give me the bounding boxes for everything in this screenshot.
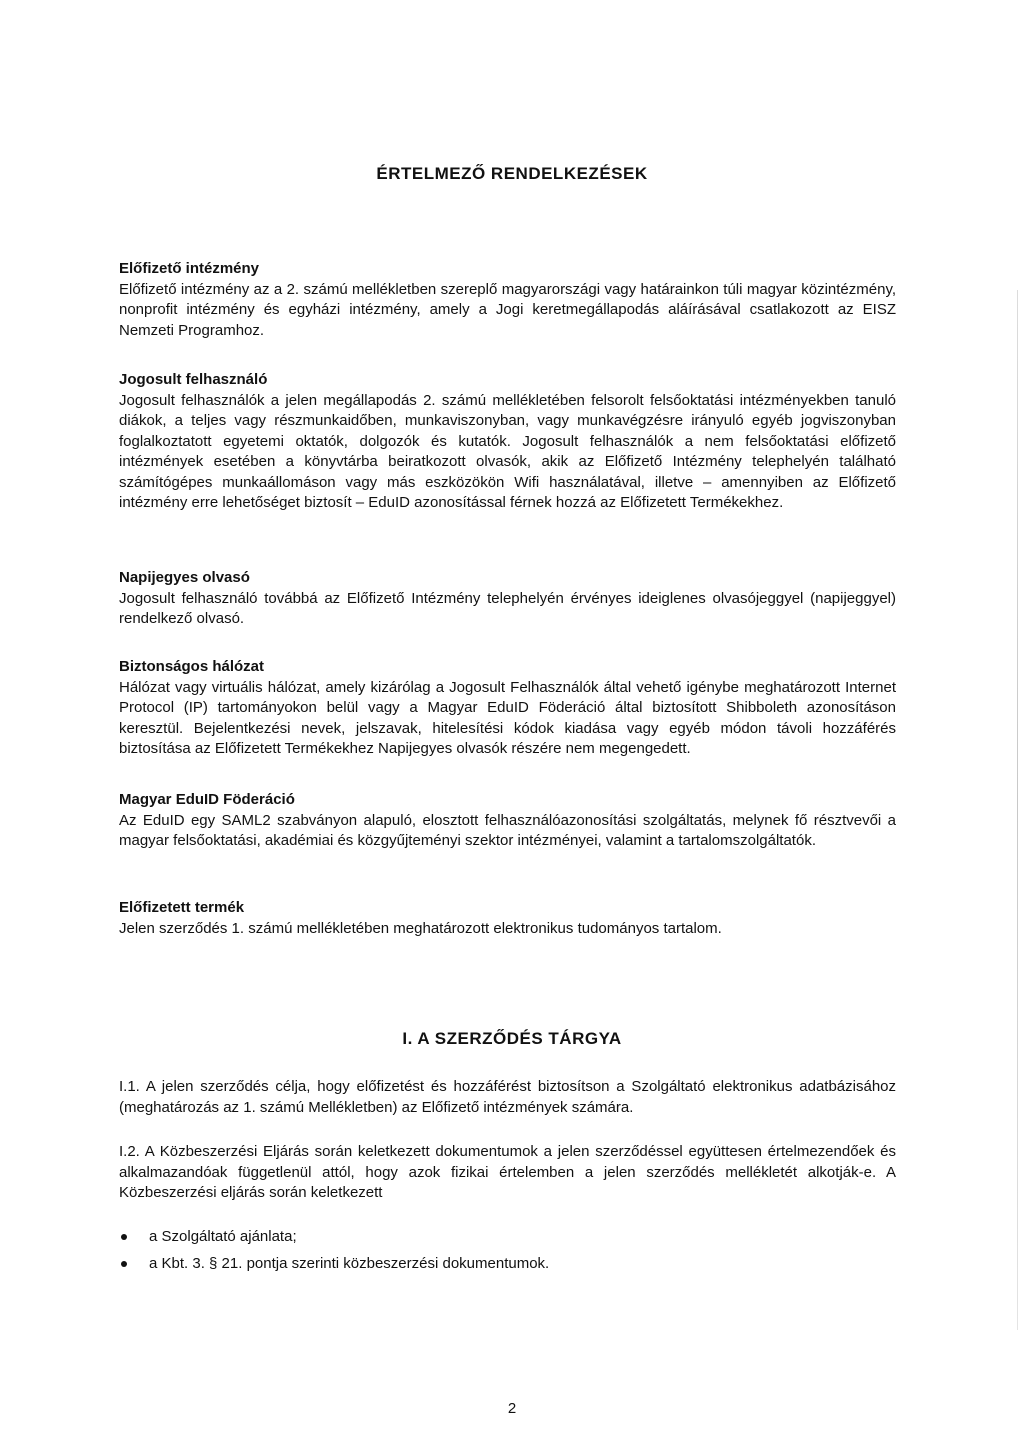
page-number: 2 [507,1400,517,1417]
bullet-icon [121,1261,127,1267]
definition-secure-network [119,657,896,760]
clause-paragraph [119,1142,896,1204]
clause-text: A jelen szerződés célja, hogy előfizetést és hozzáférést biztosítson a Szolgáltató elektronikus adatbázisához (meghatározás az 1. számú Mellékletben) az Előfizető intézmények számára. [119,1078,897,1116]
definition-subscriber-institution [119,259,896,341]
scan-edge-line [1017,290,1018,1330]
bullet-list [119,1227,896,1280]
definition-text: Jogosult felhasználók a jelen megállapodás 2. számú mellékletében felsorolt felsőoktatási intézményekben tanuló diákok, a teljes vagy részmunkaidőben, munkaviszonyban, vagy munkavégzésre irányuló egyéb jogviszonyban foglalkoztatott egyetemi oktatók, dolgozók és kutatók. Jogosult felhasználók a nem felsőoktatási előfizető intézmények esetében a könyvtárba beiratkozott olvasók, akik az Előfizető Intézmény telephelyén található számítógépes munkaállomáson vagy más eszközökön Wifi használatával, illetve – amennyiben az Előfizető intézmény erre lehetőséget biztosít – EduID azonosítással férnek hozzá az Előfizetett Termékekhez. [119,391,896,511]
section-heading-subject: I. A SZERZŐDÉS TÁRGYA [402,1029,622,1048]
definition-text: Jelen szerződés 1. számú mellékletében meghatározott elektronikus tudományos tartalom. [119,919,722,937]
definition-text: Előfizető intézmény az a 2. számú mellékletben szereplő magyarországi vagy határainkon túli magyar közintézmény, nonprofit intézmény és egyházi intézmény, amely a Jogi keretmegállapodás aláírásával csatlakozott az EISZ Nemzeti Programhoz. [119,280,896,339]
bullet-icon [121,1234,127,1240]
list-item-text: a Szolgáltató ajánlata; [149,1228,297,1245]
clause-text: A Közbeszerzési Eljárás során keletkezett dokumentumok a jelen szerződéssel együttesen értelmezendőek és alkalmazandóak függetlenül attól, hogy azok fizikai értelemben a jelen szerződés mellékletét alkotják-e. A Közbeszerzési eljárás során keletkezett [119,1143,896,1201]
definition-text: Hálózat vagy virtuális hálózat, amely kizárólag a Jogosult Felhasználók által vehető igénybe meghatározott Internet Protocol (IP) tartományokon belül vagy a Magyar EduID Föderáció által biztosított Shibboleth azonosításon keresztül. Bejelentkezési nevek, jelszavak, hitelesítési kódok kiadása vagy egyéb módon távoli hozzáférés biztosítása az Előfizetett Termékekhez Napijegyes olvasók részére nem megengedett. [119,678,896,757]
clause-number: I.2. [119,1143,140,1160]
list-item-text: a Kbt. 3. § 21. pontja szerinti közbeszerzési dokumentumok. [149,1254,550,1272]
definition-term: Napijegyes olvasó [119,569,250,586]
definition-term: Biztonságos hálózat [119,658,265,675]
clause-1-2 [119,1142,896,1204]
clause-paragraph [119,1077,896,1118]
definition-eduid-federation [119,790,896,852]
definition-text: Jogosult felhasználó továbbá az Előfizető Intézmény telephelyén érvényes ideiglenes olvasójeggyel (napijeggyel) rendelkező olvasó. [119,589,896,627]
definition-term: Előfizetett termék [119,899,245,916]
list-item [119,1227,896,1248]
definition-term: Jogosult felhasználó [119,371,268,388]
definition-subscribed-product [119,898,896,939]
list-item [119,1254,896,1275]
definition-authorized-user [119,370,896,514]
section-heading-definitions: ÉRTELMEZŐ RENDELKEZÉSEK [376,164,648,183]
clause-number: I.1. [119,1078,140,1095]
definition-day-ticket-reader [119,568,896,630]
definition-term: Előfizető intézmény [119,260,260,277]
definition-text: Az EduID egy SAML2 szabványon alapuló, elosztott felhasználóazonosítási szolgáltatás, melynek fő résztvevői a magyar felsőoktatási, akadémiai és közgyűjteményi szektor intézményei, valamint a tartalomszolgáltatók. [119,811,896,849]
definition-term: Magyar EduID Föderáció [119,791,295,808]
clause-1-1 [119,1077,896,1118]
